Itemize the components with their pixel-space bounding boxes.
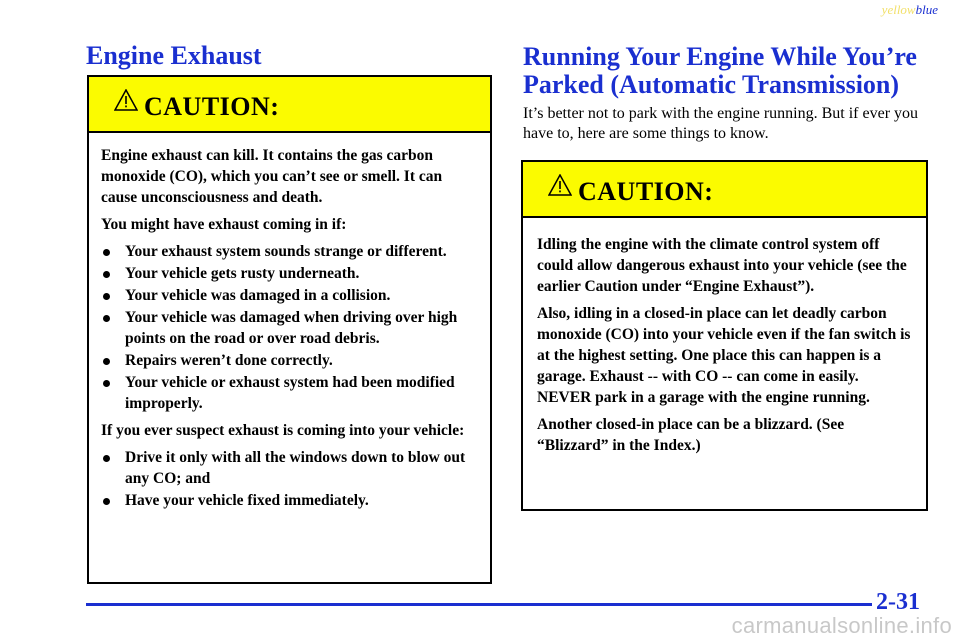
tag-yellow: yellow (881, 2, 916, 17)
caution-label: CAUTION: (578, 177, 714, 206)
caution-paragraph: You might have exhaust coming in if: (101, 216, 347, 233)
section-title-running-engine-parked: Running Your Engine While You’re Parked (Automatic Transmission) (523, 42, 917, 99)
caution-header (89, 77, 490, 133)
watermark: carmanualsonline.info (731, 613, 952, 638)
list-item (101, 241, 478, 262)
footer-divider (86, 603, 872, 606)
list-item-text: Your vehicle gets rusty underneath. (125, 265, 360, 282)
list-item (101, 490, 478, 511)
caution-label: CAUTION: (144, 92, 280, 121)
list-item-text: Your vehicle or exhaust system had been modified improperly. (125, 374, 455, 412)
bullet-icon (103, 293, 110, 300)
list-item-text: Repairs weren’t done correctly. (125, 352, 333, 369)
list-item-text: Your vehicle was damaged in a collision. (125, 287, 391, 304)
bullet-icon (103, 380, 110, 387)
caution-body (89, 133, 490, 511)
caution-paragraph: Idling the engine with the climate control system off could allow dangerous exhaust into your vehicle (see the earlier Caution under “Engine Exhaust”). (537, 236, 907, 295)
bullet-icon (103, 498, 110, 505)
bullet-icon (103, 249, 110, 256)
bullet-icon (103, 358, 110, 365)
page-number: 2-31 (876, 589, 920, 615)
caution-body (523, 218, 926, 456)
list-item (101, 307, 478, 349)
list-item-text: Drive it only with all the windows down to blow out any CO; and (125, 449, 466, 487)
caution-box-idling (521, 160, 928, 511)
section-intro: It’s better not to park with the engine running. But if ever you have to, here are some things to know. (523, 105, 919, 142)
bullet-icon (103, 315, 110, 322)
page-color-tag (882, 2, 938, 18)
list-item-text: Have your vehicle fixed immediately. (125, 492, 369, 509)
caution-header (523, 162, 926, 218)
caution-paragraph: If you ever suspect exhaust is coming into your vehicle: (101, 422, 465, 439)
caution-paragraph: Engine exhaust can kill. It contains the gas carbon monoxide (CO), which you can’t see or smell. It can cause unconsciousness and death. (101, 147, 443, 206)
warning-triangle-icon (114, 89, 138, 111)
caution-box-engine-exhaust (87, 75, 492, 584)
list-item-text: Your vehicle was damaged when driving over high points on the road or over road debris. (125, 309, 458, 347)
list-item (101, 350, 478, 371)
list-item (101, 285, 478, 306)
list-item-text: Your exhaust system sounds strange or different. (125, 243, 447, 260)
tag-blue: blue (915, 2, 938, 17)
caution-paragraph: Also, idling in a closed-in place can let deadly carbon monoxide (CO) into your vehicle even if the fan switch is at the highest setting. One place this can happen is a garage. Exhaust -- with CO -- can come in easily. NEVER park in a garage with the engine running. (537, 305, 911, 406)
section-title-engine-exhaust: Engine Exhaust (86, 41, 262, 70)
bullet-icon (103, 455, 110, 462)
list-item (101, 263, 478, 284)
action-list (101, 447, 478, 511)
list-item (101, 372, 478, 414)
exhaust-signs-list (101, 241, 478, 414)
caution-paragraph: Another closed-in place can be a blizzard. (See “Blizzard” in the Index.) (537, 416, 845, 454)
list-item (101, 447, 478, 489)
bullet-icon (103, 271, 110, 278)
warning-triangle-icon (548, 174, 572, 196)
